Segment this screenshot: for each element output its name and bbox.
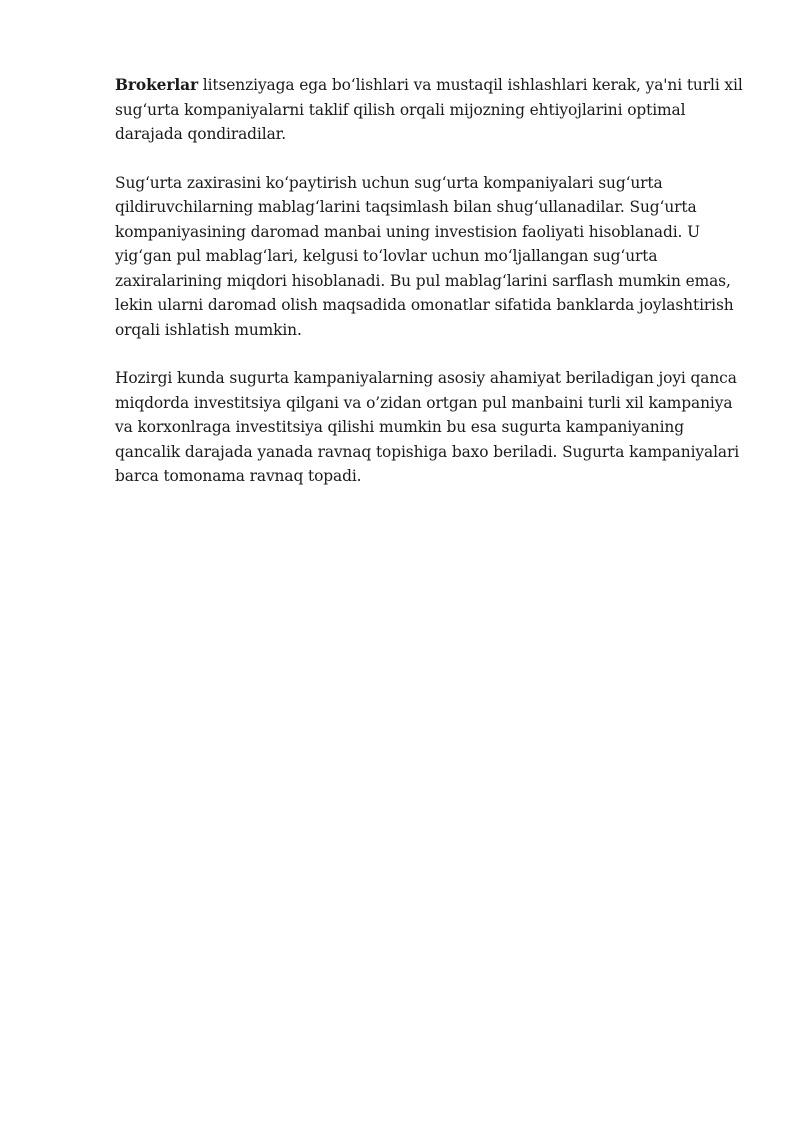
paragraph-insurance-reserves: Sugʻurta zaxirasini koʻpaytirish uchun sugʻurta kompaniyalari sugʻurta qildiruvchilarning mablagʻlarini taqsimlash bilan shugʻullanadilar. Sugʻurta kompaniyasining daromad manbai uning investision faoliyati hisoblanadi. U yigʻgan pul mablagʻlari, kelgusi toʻlovlar uchun moʻljallangan sugʻurta zaxiralarining miqdori hisoblanadi. Bu pul mablagʻlarini sarflash mumkin emas, lekin ularni daromad olish maqsadida omonatlar sifatida banklarda joylashtirish orqali ishlatish mumkin. [115, 173, 734, 339]
paragraph-brokers-text: litsenziyaga ega boʻlishlari va mustaqil ishlashlari kerak, ya'ni turli xil sugʻurta kompaniyalarni taklif qilish orqali mijozning ehtiyojlarini optimal darajada qondiradilar. [115, 76, 743, 143]
brokers-term: Brokerlar [115, 76, 198, 94]
paragraph-investment: Hozirgi kunda sugurta kampaniyalarning asosiy ahamiyat beriladigan joyi qanca miqdorda investitsiya qilgani va o’zidan ortgan pul manbaini turli xil kampaniya va korxonlraga investitsiya qilishi mumkin bu esa sugurta kampaniyaning qancalik darajada yanada ravnaq topishiga baxo beriladi. Sugurta kampaniyalari barca tomonama ravnaq topadi. [115, 369, 740, 485]
paragraph-brokers [115, 73, 747, 147]
document-page [115, 73, 747, 513]
